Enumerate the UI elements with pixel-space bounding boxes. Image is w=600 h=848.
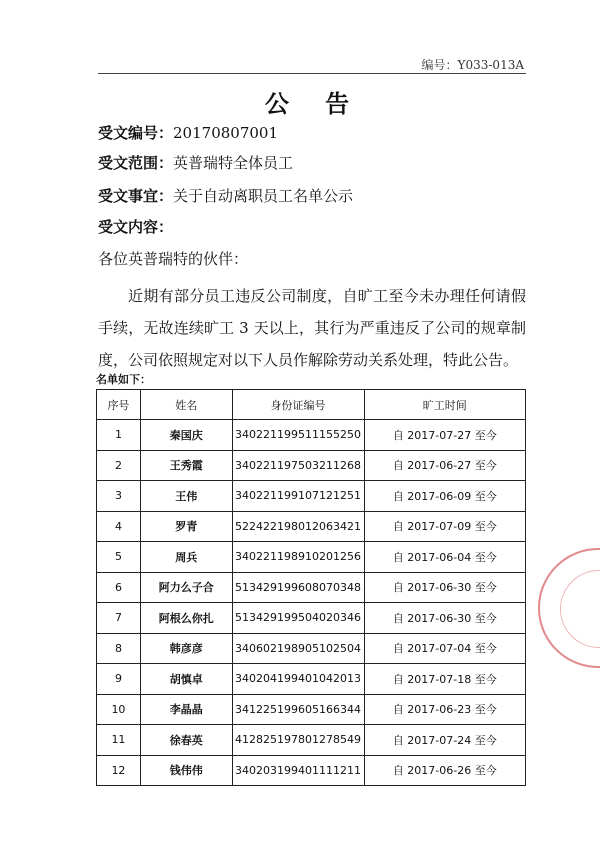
cell-id-number: 340203199401111211 — [232, 755, 364, 786]
meta-value: 20170807001 — [173, 124, 278, 142]
cell-id-number: 513429199608070348 — [232, 572, 364, 603]
list-label: 名单如下： — [96, 373, 151, 386]
cell-name: 阿根么你扎 — [140, 603, 232, 634]
cell-index: 9 — [97, 664, 141, 695]
table-row — [97, 755, 526, 786]
cell-index: 4 — [97, 511, 141, 542]
cell-name: 王伟 — [140, 481, 232, 512]
meta-label: 受文编号： — [98, 124, 174, 142]
cell-index: 12 — [97, 755, 141, 786]
page-title: 公 告 — [264, 89, 364, 118]
meta-row-scope — [98, 152, 293, 173]
column-header: 序号 — [97, 390, 141, 420]
employee-table — [96, 389, 526, 786]
document-number: 编号：Y033-013A — [421, 58, 524, 72]
cell-absence-period: 自 2017-06-04 至今 — [364, 542, 526, 573]
cell-absence-period: 自 2017-07-04 至今 — [364, 633, 526, 664]
meta-label: 受文事宜： — [98, 187, 174, 205]
table-row — [97, 694, 526, 725]
cell-absence-period: 自 2017-07-24 至今 — [364, 725, 526, 756]
meta-value: 英普瑞特全体员工 — [173, 154, 294, 172]
cell-index: 1 — [97, 420, 141, 451]
cell-absence-period: 自 2017-07-18 至今 — [364, 664, 526, 695]
table-body — [97, 420, 526, 786]
table-row — [97, 572, 526, 603]
cell-index: 7 — [97, 603, 141, 634]
table-row — [97, 511, 526, 542]
meta-label: 受文内容： — [98, 218, 174, 236]
cell-absence-period: 自 2017-06-30 至今 — [364, 572, 526, 603]
table-row — [97, 481, 526, 512]
cell-id-number: 340602198905102504 — [232, 633, 364, 664]
meta-row-content — [98, 216, 173, 237]
cell-name: 罗青 — [140, 511, 232, 542]
cell-index: 6 — [97, 572, 141, 603]
cell-absence-period: 自 2017-07-27 至今 — [364, 420, 526, 451]
cell-absence-period: 自 2017-06-27 至今 — [364, 450, 526, 481]
cell-id-number: 341225199605166344 — [232, 694, 364, 725]
cell-name: 胡慎卓 — [140, 664, 232, 695]
meta-value: 关于自动离职员工名单公示 — [173, 187, 354, 205]
table-row — [97, 450, 526, 481]
greeting: 各位英普瑞特的伙伴： — [98, 250, 249, 268]
cell-id-number: 340221197503211268 — [232, 450, 364, 481]
cell-name: 徐春英 — [140, 725, 232, 756]
cell-name: 韩彦彦 — [140, 633, 232, 664]
table-row — [97, 725, 526, 756]
table-row — [97, 633, 526, 664]
meta-label: 受文范围： — [98, 154, 174, 172]
cell-id-number: 340204199401042013 — [232, 664, 364, 695]
table-header-row — [97, 390, 526, 420]
cell-absence-period: 自 2017-07-09 至今 — [364, 511, 526, 542]
table-row — [97, 542, 526, 573]
cell-id-number: 340221198910201256 — [232, 542, 364, 573]
cell-name: 周兵 — [140, 542, 232, 573]
cell-absence-period: 自 2017-06-09 至今 — [364, 481, 526, 512]
cell-id-number: 513429199504020346 — [232, 603, 364, 634]
cell-id-number: 340221199511155250 — [232, 420, 364, 451]
cell-index: 10 — [97, 694, 141, 725]
notice-body: 近期有部分员工违反公司制度，自旷工至今未办理任何请假手续，无故连续旷工 3 天以上，其行为严重违反了公司的规章制度，公司依照规定对以下人员作解除劳动关系处理，特此公告。 — [98, 287, 526, 369]
table-row — [97, 664, 526, 695]
cell-name: 秦国庆 — [140, 420, 232, 451]
column-header: 旷工时间 — [364, 390, 526, 420]
cell-name: 钱伟伟 — [140, 755, 232, 786]
cell-name: 李晶晶 — [140, 694, 232, 725]
cell-absence-period: 自 2017-06-30 至今 — [364, 603, 526, 634]
cell-index: 3 — [97, 481, 141, 512]
cell-absence-period: 自 2017-06-26 至今 — [364, 755, 526, 786]
header-divider — [98, 73, 526, 74]
cell-id-number: 522422198012063421 — [232, 511, 364, 542]
table-row — [97, 603, 526, 634]
column-header: 姓名 — [140, 390, 232, 420]
cell-id-number: 412825197801278549 — [232, 725, 364, 756]
cell-index: 8 — [97, 633, 141, 664]
table-row — [97, 420, 526, 451]
column-header: 身份证编号 — [232, 390, 364, 420]
cell-index: 2 — [97, 450, 141, 481]
cell-index: 11 — [97, 725, 141, 756]
meta-row-number — [98, 122, 278, 143]
cell-name: 阿力么子合 — [140, 572, 232, 603]
cell-index: 5 — [97, 542, 141, 573]
cell-id-number: 340221199107121251 — [232, 481, 364, 512]
cell-absence-period: 自 2017-06-23 至今 — [364, 694, 526, 725]
cell-name: 王秀霞 — [140, 450, 232, 481]
meta-row-subject — [98, 185, 353, 206]
